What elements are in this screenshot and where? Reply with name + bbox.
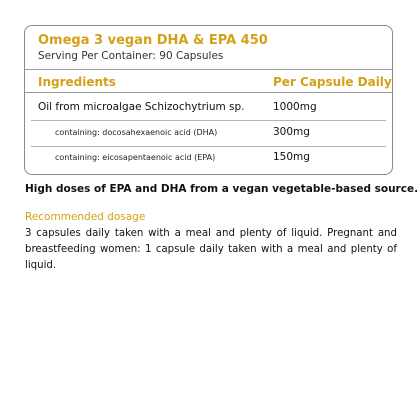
divider bbox=[25, 92, 392, 93]
product-title: Omega 3 vegan DHA & EPA 450 bbox=[38, 33, 268, 48]
divider bbox=[31, 146, 386, 147]
ingredient-name: Oil from microalgae Schizochytrium sp. bbox=[38, 101, 245, 113]
dosage-title: Recommended dosage bbox=[25, 211, 146, 223]
divider bbox=[25, 69, 392, 70]
ingredient-name: containing: docosahexaenoic acid (DHA) bbox=[55, 128, 218, 137]
product-tagline: High doses of EPA and DHA from a vegan vegetable-based source. bbox=[25, 183, 419, 195]
supplement-facts-panel bbox=[24, 25, 393, 175]
ingredient-name: containing: eicosapentaenoic acid (EPA) bbox=[55, 153, 216, 162]
ingredient-amount: 150mg bbox=[273, 151, 310, 163]
ingredient-amount: 1000mg bbox=[273, 101, 317, 113]
per-capsule-header: Per Capsule Daily bbox=[273, 75, 392, 89]
ingredient-amount: 300mg bbox=[273, 126, 310, 138]
divider bbox=[31, 120, 386, 121]
ingredients-header: Ingredients bbox=[38, 75, 116, 89]
dosage-text: 3 capsules daily taken with a meal and plenty of liquid. Pregnant and breastfeeding women: 1 capsule daily taken with a meal and plenty of liquid. bbox=[25, 228, 397, 271]
serving-info: Serving Per Container: 90 Capsules bbox=[38, 50, 224, 62]
